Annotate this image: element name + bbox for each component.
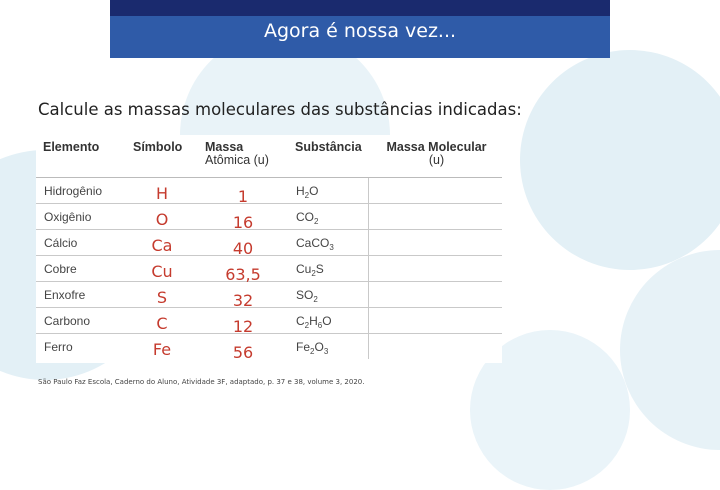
atomic-mass-cell xyxy=(198,308,288,334)
table-row xyxy=(36,334,502,360)
element-name-cell: Ferro xyxy=(44,339,73,354)
molecular-mass-answer-cell[interactable] xyxy=(368,178,502,204)
symbol-cell xyxy=(126,282,198,308)
handwritten-symbol: Fe xyxy=(152,340,172,359)
slide-title: Agora é nossa vez... xyxy=(263,20,457,42)
substance-formula-cell: CaCO$_3$ xyxy=(288,230,368,256)
handwritten-atomic-mass: 1 xyxy=(237,187,249,206)
handwritten-symbol: C xyxy=(156,314,168,333)
header-element: Elemento xyxy=(36,135,126,178)
substance-formula-cell: $Cu_2S$ xyxy=(288,256,368,282)
molecular-mass-answer-cell[interactable] xyxy=(368,308,502,334)
symbol-cell xyxy=(126,308,198,334)
symbol-cell xyxy=(126,256,198,282)
source-citation: São Paulo Faz Escola, Caderno do Aluno, Atividade 3F, adaptado, p. 37 e 38, volume 3, 2020. xyxy=(38,378,365,386)
handwritten-atomic-mass: 12 xyxy=(232,317,254,336)
title-banner-top-band xyxy=(110,0,610,16)
handwritten-symbol: Cu xyxy=(151,262,173,281)
handwritten-atomic-mass: 32 xyxy=(232,291,254,310)
handwritten-symbol: O xyxy=(155,210,169,229)
symbol-cell xyxy=(126,204,198,230)
table-row xyxy=(36,256,502,282)
table-row xyxy=(36,178,502,204)
molecular-mass-answer-cell[interactable] xyxy=(368,230,502,256)
molecular-mass-answer-cell[interactable] xyxy=(368,334,502,360)
handwritten-atomic-mass: 63,5 xyxy=(225,265,261,284)
atomic-mass-cell xyxy=(198,282,288,308)
atomic-mass-cell xyxy=(198,230,288,256)
element-name-cell: Enxofre xyxy=(36,282,126,308)
molecular-mass-table xyxy=(36,135,502,362)
molecular-mass-answer-cell[interactable] xyxy=(368,256,502,282)
title-banner xyxy=(110,0,610,58)
atomic-mass-cell xyxy=(198,256,288,282)
background-circle xyxy=(620,250,720,450)
element-name-cell: Cobre xyxy=(36,256,126,282)
element-name-cell: Oxigênio xyxy=(36,204,126,230)
substance-formula-cell: $Fe_2O_3$ xyxy=(296,339,329,356)
substance-formula-cell: $SO_2$ xyxy=(288,282,368,308)
molecular-mass-answer-cell[interactable] xyxy=(368,282,502,308)
header-atomic-mass: Massa Atômica (u) xyxy=(198,135,288,178)
substance-formula-cell: $CO_2$ xyxy=(288,204,368,230)
element-name-cell: Hidrogênio xyxy=(36,178,126,204)
table-row xyxy=(36,282,502,308)
instruction-text: Calcule as massas moleculares das substâncias indicadas: xyxy=(38,100,522,119)
symbol-cell xyxy=(126,178,198,204)
atomic-mass-cell xyxy=(198,204,288,230)
substance-formula-cell: $H_2O$ xyxy=(288,178,368,204)
element-name-cell: Carbono xyxy=(36,308,126,334)
element-name-cell: Cálcio xyxy=(36,230,126,256)
handwritten-atomic-mass: 40 xyxy=(232,239,254,258)
substance-formula-cell: $C_2H_6O$ xyxy=(288,308,368,334)
symbol-cell xyxy=(126,230,198,256)
header-substance: Substância xyxy=(288,135,368,178)
molecular-mass-answer-cell[interactable] xyxy=(368,204,502,230)
atomic-mass-cell xyxy=(198,178,288,204)
handwritten-symbol: H xyxy=(155,184,169,203)
table-row xyxy=(36,308,502,334)
table-row xyxy=(36,230,502,256)
table-row xyxy=(36,204,502,230)
molecular-mass-table-panel xyxy=(36,135,502,363)
handwritten-symbol: Ca xyxy=(151,236,173,255)
atomic-mass-cell xyxy=(198,334,288,360)
background-circle xyxy=(520,50,720,270)
header-symbol: Símbolo xyxy=(126,135,198,178)
table-header-row xyxy=(36,135,502,178)
header-molecular-mass: Massa Molecular (u) xyxy=(368,135,502,178)
handwritten-atomic-mass: 16 xyxy=(232,213,254,232)
handwritten-atomic-mass: 56 xyxy=(232,343,254,362)
symbol-cell xyxy=(126,334,198,360)
handwritten-symbol: S xyxy=(156,288,168,307)
